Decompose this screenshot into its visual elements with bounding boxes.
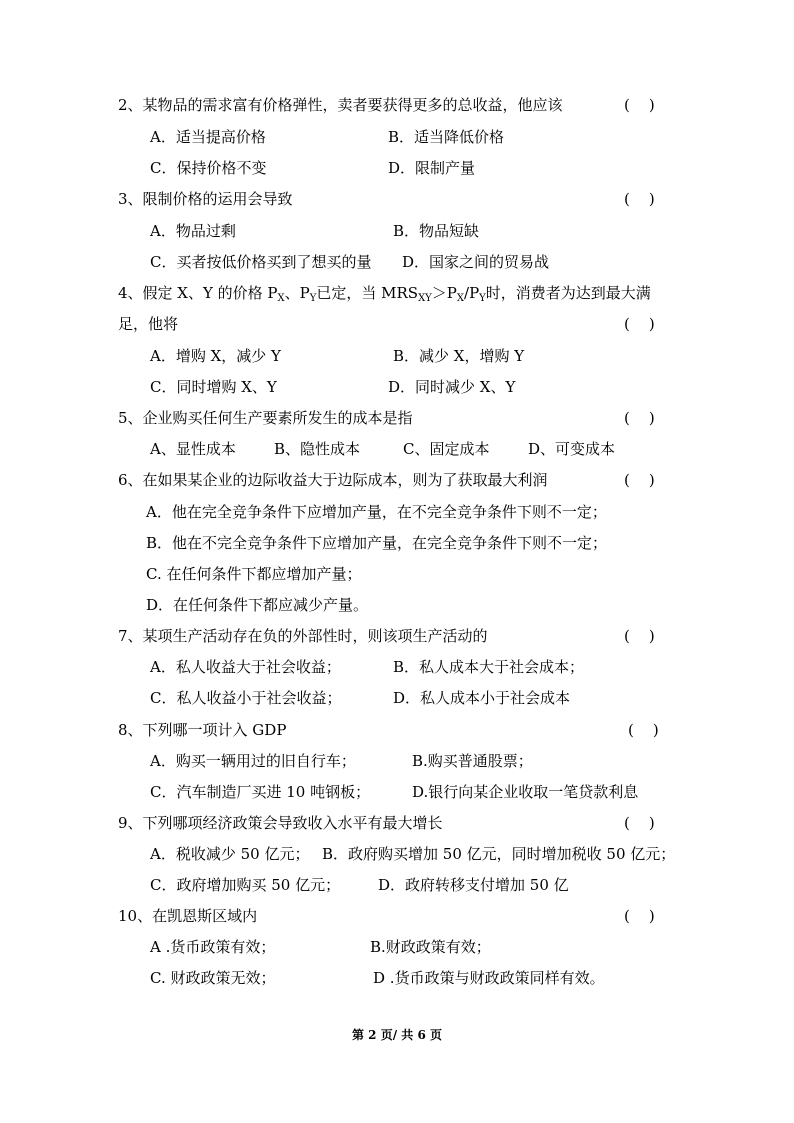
q8-option-d: D.银行向某企业收取一笔贷款利息 [412, 783, 639, 801]
q7-option-d: D．私人成本小于社会成本 [393, 689, 571, 707]
q2-option-c: C．保持价格不变 [150, 159, 267, 177]
answer-blank-6[interactable]: ( ) [624, 471, 655, 489]
q2-option-d: D．限制产量 [388, 159, 476, 177]
q2-option-a: A．适当提高价格 [150, 128, 266, 146]
q6-option-c: C. 在任何条件下都应增加产量； [146, 565, 362, 583]
q10-option-a: A .货币政策有效； [150, 938, 276, 956]
question-6-stem: 6、在如果某企业的边际收益大于边际成本，则为了获取最大利润 [118, 471, 548, 489]
q7-option-b: B．私人成本大于社会成本； [393, 658, 585, 676]
q4-option-c: C．同时增购 X、Y [150, 378, 277, 396]
question-8-stem: 8、下列哪一项计入 GDP [118, 721, 287, 739]
q3-option-d: D．国家之间的贸易战 [402, 253, 550, 271]
q3-option-c: C．买者按低价格买到了想买的量 [150, 253, 372, 271]
q8-option-c: C．汽车制造厂买进 10 吨钢板； [150, 783, 371, 801]
q5-option-c: C、固定成本 [403, 440, 490, 458]
answer-blank-5[interactable]: ( ) [624, 409, 655, 427]
q9-option-a: A．税收减少 50 亿元； [150, 845, 310, 863]
page-number-footer: 第 2 页/ 共 6 页 [352, 1028, 442, 1042]
q6-option-d: D．在任何条件下都应减少产量。 [146, 596, 369, 614]
q3-option-b: B．物品短缺 [393, 222, 480, 240]
q9-option-c: C．政府增加购买 50 亿元； [150, 876, 341, 894]
q2-option-b: B．适当降低价格 [388, 128, 505, 146]
question-5-stem: 5、企业购买任何生产要素所发生的成本是指 [118, 409, 413, 427]
q7-option-a: A．私人收益大于社会收益； [150, 658, 341, 676]
answer-blank-7[interactable]: ( ) [624, 627, 655, 645]
q8-option-b: B.购买普通股票； [412, 752, 533, 770]
q4-option-d: D．同时减少 X、Y [388, 378, 516, 396]
q3-option-a: A．物品过剩 [150, 222, 236, 240]
answer-blank-4[interactable]: ( ) [624, 315, 655, 333]
q5-option-a: A、显性成本 [150, 440, 236, 458]
answer-blank-3[interactable]: ( ) [624, 190, 655, 208]
q4-option-a: A．增购 X，减少 Y [150, 347, 281, 365]
q6-option-b: B．他在不完全竞争条件下应增加产量，在完全竞争条件下则不一定； [146, 534, 608, 552]
q5-option-b: B、隐性成本 [274, 440, 361, 458]
q10-option-c: C. 财政政策无效； [150, 969, 276, 987]
q10-option-d: D .货币政策与财政政策同样有效。 [373, 969, 605, 987]
question-7-stem: 7、某项生产活动存在负的外部性时，则该项生产活动的 [118, 627, 488, 645]
q6-option-a: A．他在完全竞争条件下应增加产量，在不完全竞争条件下则不一定； [146, 503, 607, 521]
q10-option-b: B.财政政策有效； [370, 938, 491, 956]
question-4-stem: 4、假定 X、Y 的价格 $P_X$、$P_Y$已定，当 $MRS_{XY}>P_X/P_Y$时，消费者为达到最大满 [118, 284, 651, 304]
question-9-stem: 9、下列哪项经济政策会导致收入水平有最大增长 [118, 814, 443, 832]
answer-blank-8[interactable]: ( ) [628, 721, 659, 739]
question-3-stem: 3、限制价格的运用会导致 [118, 190, 293, 208]
q7-option-c: C．私人收益小于社会收益； [150, 689, 342, 707]
q4-option-b: B．减少 X，增购 Y [393, 347, 525, 365]
q8-option-a: A．购买一辆用过的旧自行车； [150, 752, 356, 770]
answer-blank-2[interactable]: ( ) [624, 96, 655, 114]
answer-blank-10[interactable]: ( ) [624, 907, 655, 925]
q5-option-d: D、可变成本 [528, 440, 616, 458]
answer-blank-9[interactable]: ( ) [624, 814, 655, 832]
question-4-stem-continued: 足，他将 [118, 315, 179, 333]
q9-option-d: D．政府转移支付增加 50 亿 [378, 876, 569, 894]
q9-option-b: B．政府购买增加 50 亿元，同时增加税收 50 亿元； [322, 845, 676, 863]
question-10-stem: 10、在凯恩斯区域内 [118, 907, 258, 925]
question-2-stem: 2、某物品的需求富有价格弹性，卖者要获得更多的总收益，他应该 [118, 96, 563, 114]
